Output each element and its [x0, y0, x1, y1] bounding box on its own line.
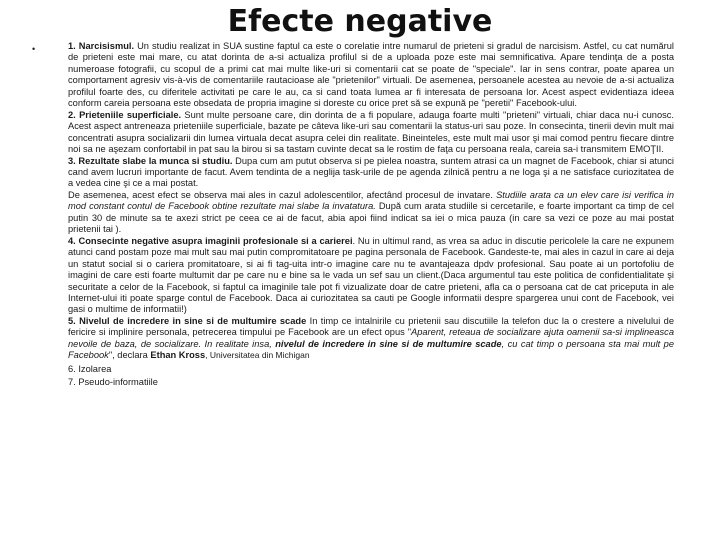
author-name: Ethan Kross — [150, 350, 206, 361]
text-prietenii: Sunt multe persoane care, din dorinta de a fi populare, adauga foarte multi "prieteni" virtuali, chiar daca nu-i cunosc. Acest aspect antreneaza prieteniile superficiale, bazate pe câteva like-uri sau comentarii la status-uri sau poze. In consecinta, tinerii devin mult mai concentrati asupra socializarii din lumea virtuala decat asupra celei din realitate. Bineinteles, este mult mai usor şi mai comod pentru fiecare dintre noi sa ne aşezam confortabil in pat sau la birou si sa tastam cuvinte decat sa le rostim de faţa cu persoana reala, careia sa-i transmitem EMOŢII. — [68, 109, 674, 155]
heading-rezultate: 3. Rezultate slabe la munca si studiu. — [68, 155, 233, 166]
heading-prietenii: 2. Prieteniile superficiale. — [68, 109, 182, 120]
heading-imagine: 4. Consecinte negative asupra imaginii profesionale si a carierei — [68, 235, 353, 246]
paragraph-rezultate-2 — [68, 190, 674, 236]
italic-incredere-2: , cu cat timp o persoana sta mai mult pe Facebook — [68, 338, 674, 361]
text-imagine: . Nu in ultimul rand, as vrea sa aduc in discutie pericolele la care ne expunem atunci cand postam poze mai mult sau mai putin compromitatoare pe pagina personala de Facebook. Gandeste-te, mai ales in cazul in care ai deja un statut social si o cariera promitatoare, si ai fi tag-uita intr-o imagine care nu te avantajeaza dpdv profesional. Sau poate ai un portofoliu de imagini de care esti foarte multumit dar pe care nu e bine sa le vada un sef sau un client.(Daca argumentul tau este politica de confidentialitate şi securitate a celor de la Facebook, si faptul ca imaginile tale pot fi vizualizate doar de catre prieteni, afla ca o persoana cat de cat priceputa in ale Internet-ului iti poate sparge contul de Facebook. Daca ai curiozitatea sa cauti pe Google informatii despre spargerea unui cont de Facebook, vei gasi o multime de informatii!) — [68, 235, 674, 315]
paragraph-incredere — [68, 316, 674, 362]
paragraph-narcisism — [68, 41, 674, 110]
text-incredere-2: ", declara — [108, 350, 151, 361]
text-incredere: In timp ce intalnirile cu prietenii sau discutiile la telefon duc la o crestere a nivelului de fericire si implinire personala, petrecerea timpului pe Facebook are un efect opus " — [68, 315, 674, 338]
heading-pseudo: 7. Pseudo-informatiile — [68, 377, 158, 388]
text-narcisism: Un studiu realizat in SUA sustine faptul ca este o corelatie intre numarul de prieteni si gradul de narcisism. Astfel, cu cat numărul de prieteni este mai mare, cu atat dorinta de a-si actualiza profilul si de a uploada poze este mai semnificativa. Apare tendinţa de a posta numeroase fotografii, cu scopul de a primi cat mai multe like-uri si comentarii cat se poate de "speciale". Iar in sens contrar, poate aparea un comportament agresiv vis-à-vis de comentariile rautacioase ale "prietenilor" virtuali. De asemenea, persoanele acestea au nevoie de a-si actualiza profilul foarte des, cu diferitele activitati pe care le au, ca si cand toata lumea ar fi interesata de persoana lor. Acest aspect evidentiaza ideea conform careia persoana este obsedata de propria imagine si doreste cu orice pret să se expună pe "peretii" Facebook-ului. — [68, 41, 674, 109]
paragraph-pseudo — [68, 377, 674, 388]
article-body — [68, 41, 674, 389]
text-rezultate-3: După cum arata studiile si cercetarile, e foarte important ca timp de cel putin 30 de minute sa te axezi strict pe ceea ce ai de facut, abia apoi fiind indicat sa iei o mica pauza (in care sa vezi ce poze au mai postat prietenii tai ). — [68, 201, 675, 235]
author-affiliation: , Universitatea din Michigan — [205, 350, 310, 361]
italic-incredere: Aparent, reteaua de socializare ajuta oamenii sa-si implineasca nevoile de baza, de socializare. In realitate insa, — [68, 327, 674, 349]
paragraph-prietenii — [68, 110, 674, 156]
bold-italic-incredere: nivelul de incredere in sine si de multumire scade — [275, 338, 502, 349]
text-rezultate: Dupa cum am putut observa si pe pielea noastra, suntem atrasi ca un magnet de Facebook, chiar si atunci cand avem lucruri importante de facut. Avem tendinta de a neglija task-urile de pe agenda zilnică pentru a ne loga şi a ne satisface curiozitatea de a vedea cine şi ce a mai postat. — [68, 155, 675, 189]
paragraph-imagine — [68, 236, 674, 316]
bullet-icon: • — [32, 44, 36, 54]
heading-narcisism: 1. Narcisismul. — [68, 41, 135, 51]
italic-rezultate: Studiile arata ca un elev care isi verifica in mod constant contul de Facebook obtine rezultate mai slabe la invatatura. — [68, 189, 674, 212]
paragraph-izolarea — [68, 364, 674, 375]
paragraph-rezultate — [68, 156, 674, 190]
text-rezultate-2: De asemenea, acest efect se observa mai ales in cazul adolescentilor, afectând procesul de invatare. — [68, 189, 497, 200]
page-title: Efecte negative — [227, 4, 493, 39]
heading-incredere: 5. Nivelul de incredere in sine si de multumire scade — [68, 315, 307, 326]
heading-izolarea: 6. Izolarea — [68, 363, 112, 374]
